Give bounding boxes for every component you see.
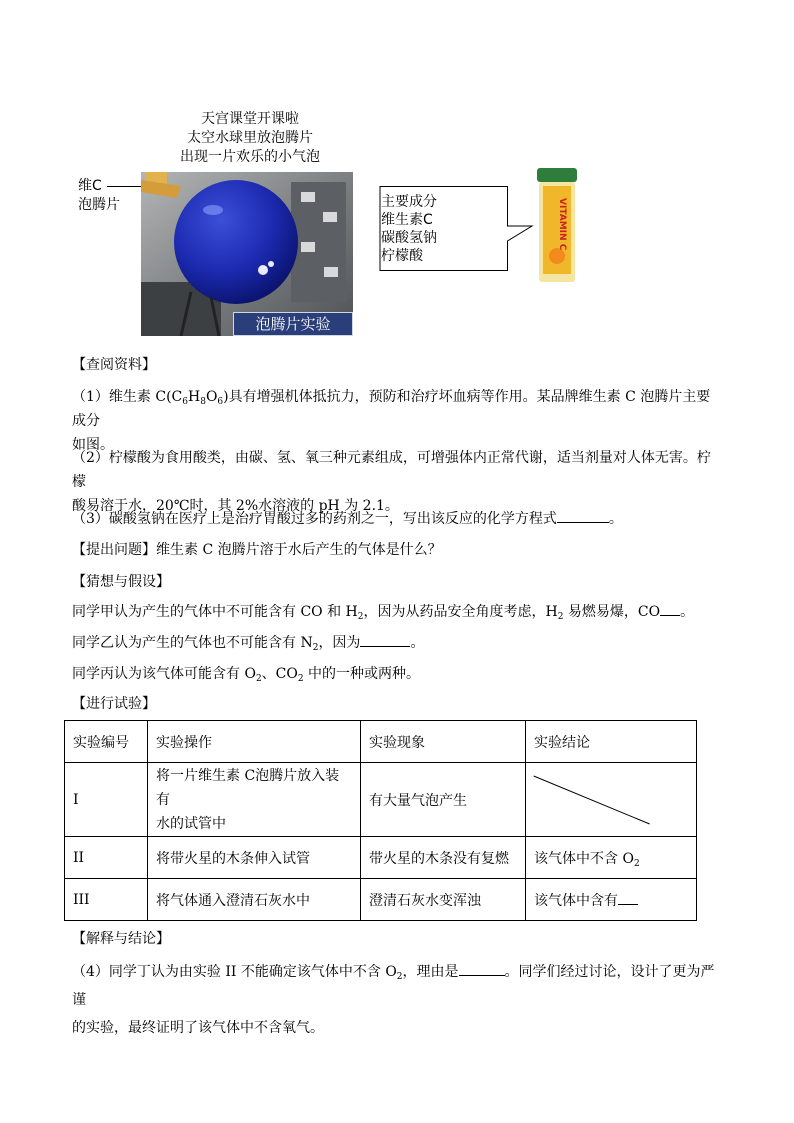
vitamin-c-tube xyxy=(533,168,581,284)
question-text: 维生素 C 泡腾片溶于水后产生的气体是什么？ xyxy=(156,542,442,558)
paragraph-1-line-2: 如图。 xyxy=(72,437,114,453)
paragraph-4 xyxy=(72,958,724,1042)
cell-phenomenon: 带火星的木条没有复燃 xyxy=(361,837,526,879)
experiment-table xyxy=(64,720,697,921)
cell-operation: 将一片维生素 C泡腾片放入装有 水的试管中 xyxy=(148,763,361,837)
hypothesis-2: 同学乙认为产生的气体也不可能含有 $N_2$，因为 。 xyxy=(72,635,425,653)
section-question: 【提出问题】 xyxy=(72,542,156,558)
header-cell: 实验编号 xyxy=(65,721,148,763)
section-reference: 【查阅资料】 xyxy=(72,357,156,373)
caption-line-2: 太空水球里放泡腾片 xyxy=(187,130,313,146)
box-line-1: 主要成分 xyxy=(381,194,437,210)
box-line-4: 柠檬酸 xyxy=(381,248,423,264)
caption-line-3: 出现一片欢乐的小气泡 xyxy=(180,149,320,165)
cell-conclusion: 该气体中不含 $O_2$ xyxy=(526,837,697,879)
ingredients-box xyxy=(381,193,437,265)
paragraph-2 xyxy=(72,446,724,518)
answer-blank-reason[interactable] xyxy=(459,963,505,976)
cell-num: III xyxy=(65,879,148,921)
label-line-1: 维C xyxy=(78,178,102,194)
paragraph-2-line-2: 酸易溶于水，20℃时，其 2%水溶液的 pH 为 2.1。 xyxy=(72,498,399,514)
vitamin-c-tablet-label xyxy=(78,177,120,215)
photo-badge: 泡腾片实验 xyxy=(233,312,353,336)
answer-blank-n2[interactable] xyxy=(360,634,410,647)
paragraph-1-line-1: （1）维生素 $C(C_6H_8O_6)$具有增强机体抵抗力，预防和治疗坏血病等作用。某品牌维生素 C 泡腾片主要成分 xyxy=(72,389,711,429)
paragraph-4-line-2: 的实验，最终证明了该气体中不含氧气。 xyxy=(72,1020,324,1036)
space-experiment-photo xyxy=(141,172,353,336)
question-line xyxy=(72,540,724,560)
section-conclusion: 【解释与结论】 xyxy=(72,931,170,947)
table-header-row xyxy=(65,721,697,763)
table-row xyxy=(65,837,697,879)
table-row xyxy=(65,879,697,921)
cell-phenomenon: 澄清石灰水变浑浊 xyxy=(361,879,526,921)
header-cell: 实验结论 xyxy=(526,721,697,763)
paragraph-2-line-1: （2）柠檬酸为食用酸类，由碳、氢、氧三种元素组成，可增强体内正常代谢，适当剂量对人体无害。柠檬 xyxy=(72,450,711,490)
cell-conclusion: 该气体中含有 xyxy=(526,879,697,921)
table-row xyxy=(65,763,697,837)
caption-line-1: 天宫课堂开课啦 xyxy=(201,111,299,127)
cell-num: II xyxy=(65,837,148,879)
label-line-2: 泡腾片 xyxy=(78,197,120,213)
cell-operation: 将气体通入澄清石灰水中 xyxy=(148,879,361,921)
section-experiment: 【进行试验】 xyxy=(72,696,156,712)
diagonal-slash xyxy=(526,764,696,836)
box-line-3: 碳酸氢钠 xyxy=(381,230,437,246)
answer-blank-gas[interactable] xyxy=(618,892,638,905)
paragraph-4-line-1: （4）同学丁认为由实验 II 不能确定该气体中不含 $O_2$，理由是 。同学们经过讨论，设计了更为严谨 xyxy=(72,964,715,1008)
hypothesis-3: 同学丙认为该气体可能含有 $O_2$、$CO_2$ 中的一种或两种。 xyxy=(72,666,421,684)
paragraph-3: （3）碳酸氢钠在医疗上是治疗胃酸过多的药剂之一，写出该反应的化学方程式 。 xyxy=(72,511,623,527)
section-hypothesis: 【猜想与假设】 xyxy=(72,574,170,590)
figure-caption xyxy=(150,110,350,167)
cell-num: I xyxy=(65,763,148,837)
answer-blank-co[interactable] xyxy=(660,603,680,616)
header-cell: 实验现象 xyxy=(361,721,526,763)
answer-blank-equation[interactable] xyxy=(557,510,609,523)
hypothesis-1: 同学甲认为产生的气体中不可能含有 CO 和 $H_2$，因为从药品安全角度考虑，$H_2$ 易燃易爆，CO 。 xyxy=(72,604,695,622)
cell-conclusion-slash xyxy=(526,763,697,837)
tube-label-text: VITAMIN C xyxy=(557,198,567,251)
box-line-2: 维生素C xyxy=(381,212,433,228)
header-cell: 实验操作 xyxy=(148,721,361,763)
cell-operation: 将带火星的木条伸入试管 xyxy=(148,837,361,879)
cell-phenomenon: 有大量气泡产生 xyxy=(361,763,526,837)
